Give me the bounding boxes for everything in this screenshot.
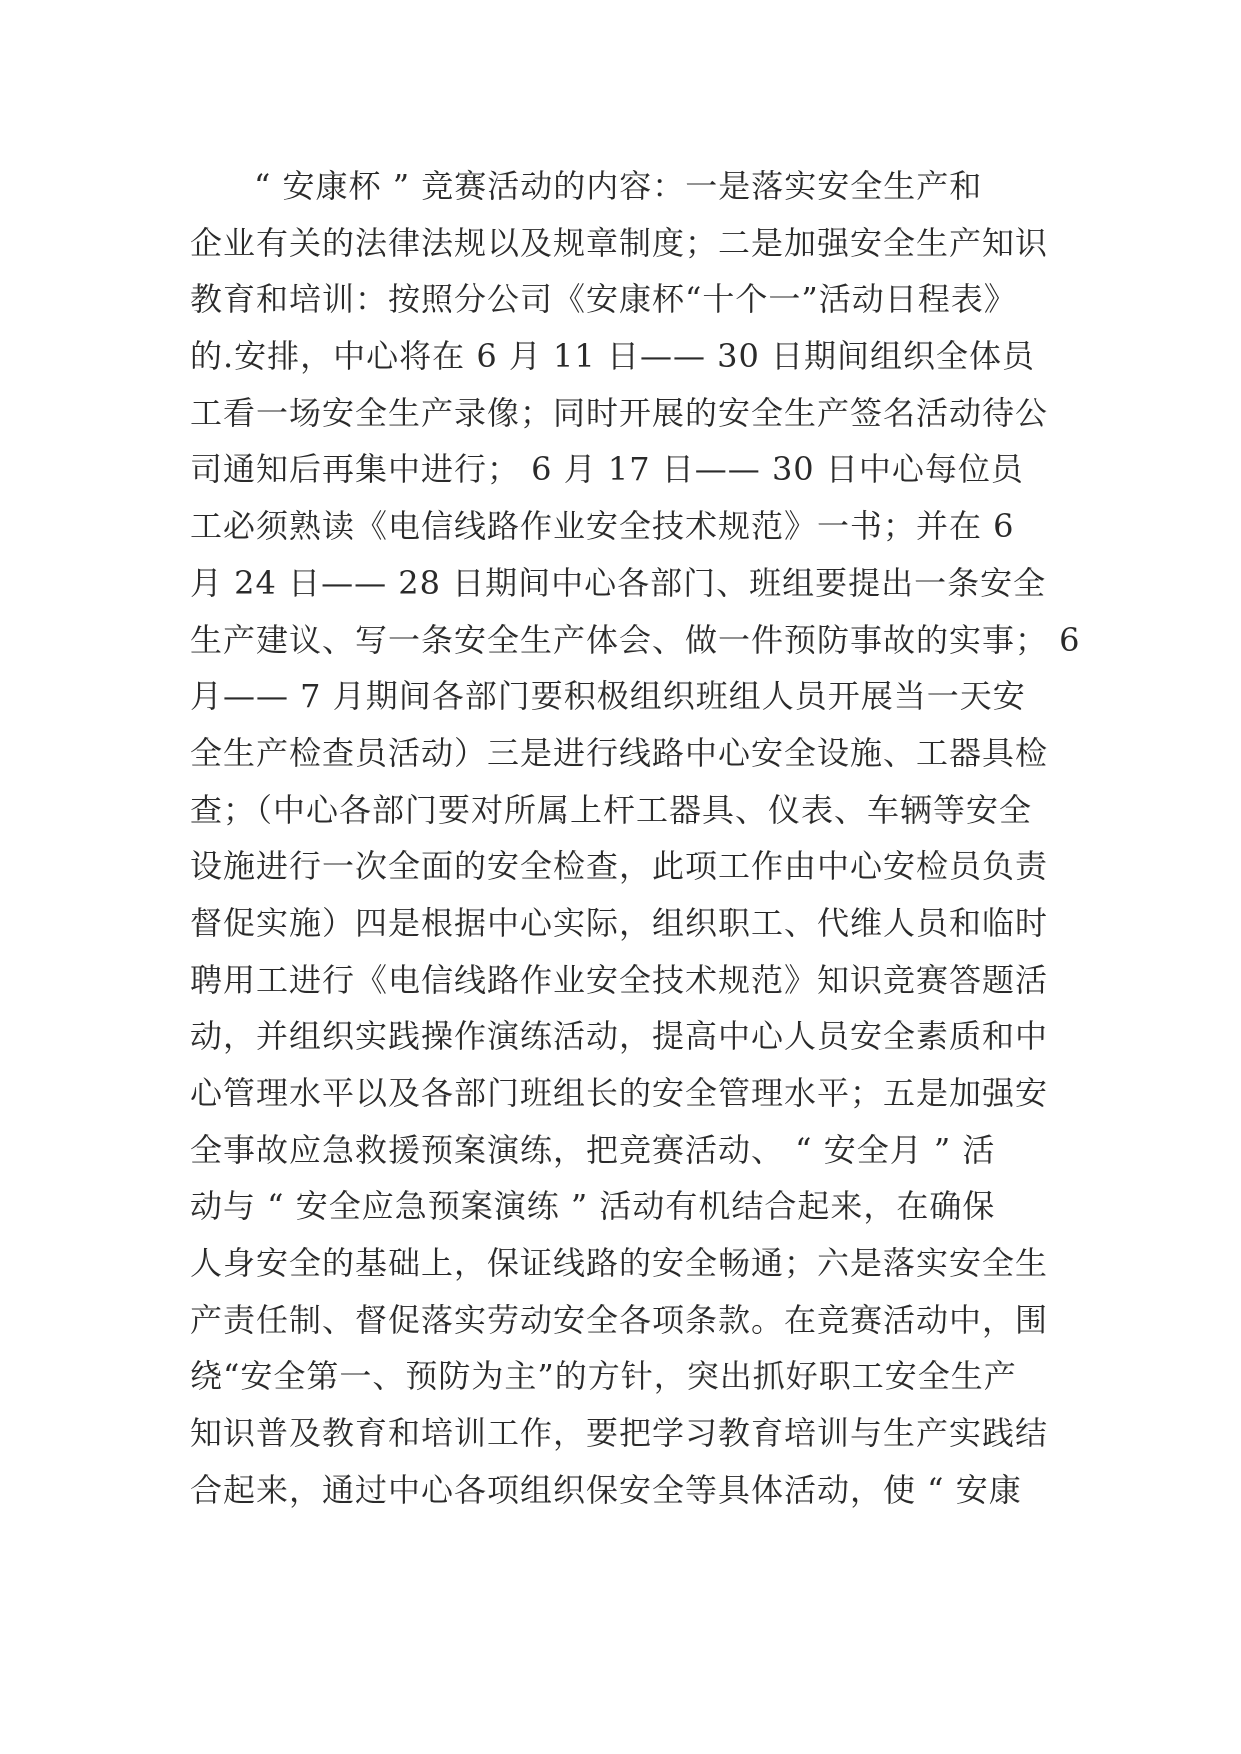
body-paragraph <box>190 158 1081 1519</box>
text-line: 聘用工进行《电信线路作业安全技术规范》知识竞赛答题活 <box>190 960 1049 999</box>
text-line: 企业有关的法律法规以及规章制度；二是加强安全生产知识 <box>190 223 1049 262</box>
text-line: 工看一场安全生产录像；同时开展的安全生产签名活动待公 <box>190 393 1049 432</box>
text-line: 动与 “ 安全应急预案演练 ” 活动有机结合起来，在确保 <box>190 1187 996 1226</box>
text-line: 绕“安全第一、预防为主”的方针，突出抓好职工安全生产 <box>190 1357 1017 1396</box>
text-line: 设施进行一次全面的安全检查，此项工作由中心安检员负责 <box>190 847 1049 886</box>
text-line: 人身安全的基础上，保证线路的安全畅通；六是落实安全生 <box>190 1244 1049 1283</box>
text-line: 工必须熟读《电信线路作业安全技术规范》一书；并在 6 <box>190 507 1015 546</box>
text-line: 产责任制、督促落实劳动安全各项条款。在竞赛活动中，围 <box>190 1300 1049 1339</box>
text-line: 动，并组织实践操作演练活动，提高中心人员安全素质和中 <box>190 1017 1049 1056</box>
text-line: 查；（中心各部门要对所属上杆工器具、仪表、车辆等安全 <box>190 790 1033 829</box>
text-line: “ 安康杯 ” 竞赛活动的内容：一是落实安全生产和 <box>254 167 983 205</box>
text-line: 生产建议、写一条安全生产体会、做一件预防事故的实事； 6 <box>190 620 1081 659</box>
text-line: 的.安排，中心将在 6 月 11 日—— 30 日期间组织全体员 <box>190 337 1036 376</box>
text-line: 合起来，通过中心各项组织保安全等具体活动，使 “ 安康 <box>190 1470 1022 1509</box>
text-line: 督促实施）四是根据中心实际，组织职工、代维人员和临时 <box>190 903 1049 942</box>
text-line: 知识普及教育和培训工作，要把学习教育培训与生产实践结 <box>190 1414 1049 1453</box>
text-line: 司通知后再集中进行； 6 月 17 日—— 30 日中心每位员 <box>190 450 1024 489</box>
text-line: 月 24 日—— 28 日期间中心各部门、班组要提出一条安全 <box>190 563 1047 602</box>
text-line: 全生产检查员活动）三是进行线路中心安全设施、工器具检 <box>190 733 1049 772</box>
text-line: 心管理水平以及各部门班组长的安全管理水平；五是加强安 <box>190 1074 1049 1112</box>
text-line: 月—— 7 月期间各部门要积极组织班组人员开展当一天安 <box>190 677 1026 716</box>
text-line: 教育和培训：按照分公司《安康杯“十个一”活动日程表》 <box>190 280 1017 319</box>
text-line: 全事故应急救援预案演练，把竞赛活动、 “ 安全月 ” 活 <box>190 1130 996 1169</box>
